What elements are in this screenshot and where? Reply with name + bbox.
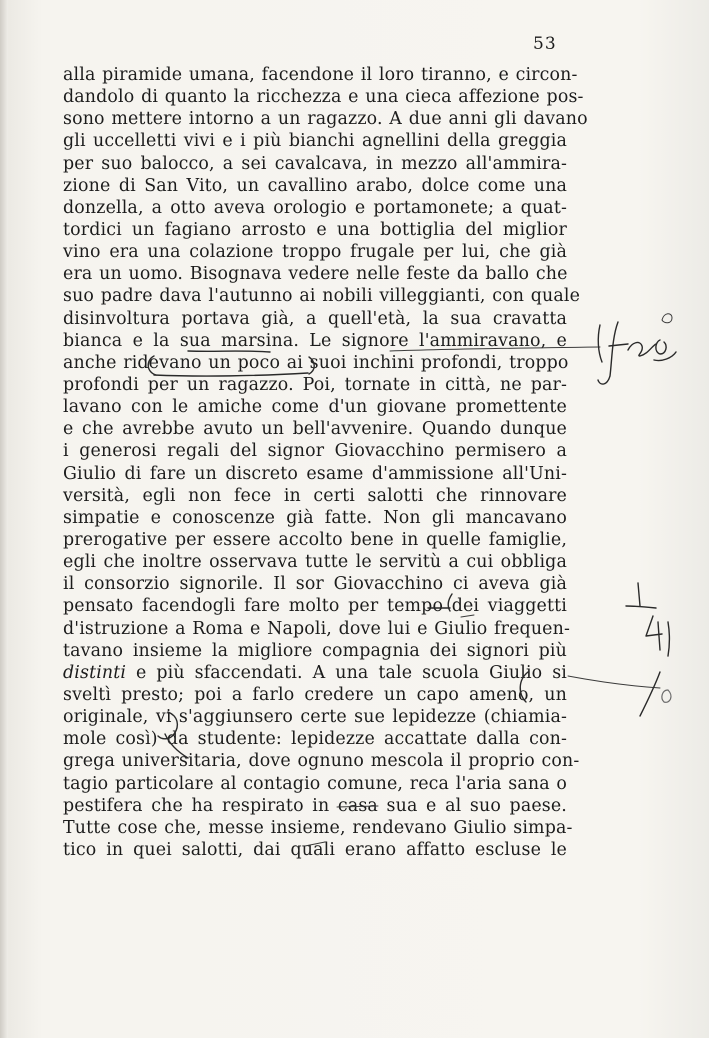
text-line-italic-start [63, 662, 567, 684]
italic-word: distinti [63, 662, 127, 683]
text-line: versità, egli non fece in certi salotti che rinnovare [63, 485, 567, 506]
margin-note-frac [598, 314, 676, 384]
text-line: era un uomo. Bisognava vedere nelle feste da ballo che [63, 264, 568, 285]
text-line-remainder: e più sfaccendati. A una tale scuola Giulio si [126, 662, 567, 683]
text-line: disinvoltura portava già, a quell'età, la sua cravatta [63, 308, 567, 329]
text-line: grega universitaria, dove ognuno mescola il proprio con- [63, 751, 580, 772]
text-line: Tutte cose che, messe insieme, rendevano Giulio simpa- [63, 817, 573, 838]
text-line: tordici un fagiano arrosto e una bottiglia del miglior [63, 219, 567, 240]
text-line: dandolo di quanto la ricchezza e una cieca affezione pos- [63, 87, 584, 108]
text-line: zione di San Vito, un cavallino arabo, dolce come una [63, 175, 567, 196]
text-line: il consorzio signorile. Il sor Giovacchino ci aveva già [63, 574, 567, 595]
margin-note-o [662, 690, 671, 702]
page-number: 53 [533, 34, 557, 54]
text-line: simpatie e conoscenze già fatte. Non gli mancavano [63, 507, 567, 528]
text-line: gli uccelletti vivi e i più bianchi agnellini della greggia [63, 131, 567, 152]
text-line: lavano con le amiche come d'un giovane promettente [63, 397, 567, 418]
text-line: bianca e la sua marsina. Le signore l'ammiravano, e [63, 330, 567, 351]
text-line: tico in quei salotti, dai quali erano affatto escluse le [63, 839, 567, 860]
text-line: alla piramide umana, facendone il loro tiranno, e circon- [63, 65, 578, 85]
delete-mark [640, 672, 660, 716]
text-line: sveltì presto; poi a farlo credere un capo ameno, un [63, 684, 567, 705]
text-line: mole così) da studente: lepidezze accattate dalla con- [63, 729, 567, 750]
connector-line [568, 676, 660, 688]
text-line: d'istruzione a Roma e Napoli, dove lui e Giulio frequen- [63, 618, 570, 639]
text-line: anche ridevano un poco ai suoi inchini profondi, troppo [63, 352, 569, 373]
text-line: tagio particolare al contagio comune, reca l'aria sana o [63, 773, 568, 794]
text-line: tavano insieme la migliore compagnia dei signori più [63, 640, 567, 661]
text-line: suo padre dava l'autunno ai nobili villeggianti, con quale [63, 286, 581, 307]
text-line: e che avrebbe avuto un bell'avvenire. Quando dunque [63, 419, 567, 440]
text-line: per suo balocco, a sei cavalcava, in mezzo all'ammira- [63, 153, 567, 174]
text-line: pensato facendogli fare molto per tempo dei viaggetti [63, 596, 567, 617]
text-line: i generosi regali del signor Giovacchino permisero a [63, 441, 567, 462]
text-line: pestifera che ha respirato in casa sua e al suo paese. [63, 795, 567, 816]
text-line: sono mettere intorno a un ragazzo. A due anni gli davano [63, 109, 588, 130]
text-line: donzella, a otto aveva orologio e portamonete; a quat- [63, 197, 567, 218]
body-text [63, 64, 588, 861]
text-line: profondi per un ragazzo. Poi, tornate in città, ne par- [63, 374, 567, 395]
text-line: egli che inoltre osservava tutte le servitù a cui obbliga [63, 552, 567, 573]
text-line: Giulio di fare un discreto esame d'ammissione all'Uni- [63, 463, 567, 484]
page-gutter-edge [0, 0, 8, 1038]
text-line: prerogative per essere accolto bene in quelle famiglie, [63, 529, 567, 550]
text-line: vino era una colazione troppo frugale per lui, che già [63, 242, 567, 263]
text-line: originale, vi s'aggiunsero certe sue lepidezze (chiamia- [63, 707, 567, 728]
margin-note-number [626, 583, 670, 656]
